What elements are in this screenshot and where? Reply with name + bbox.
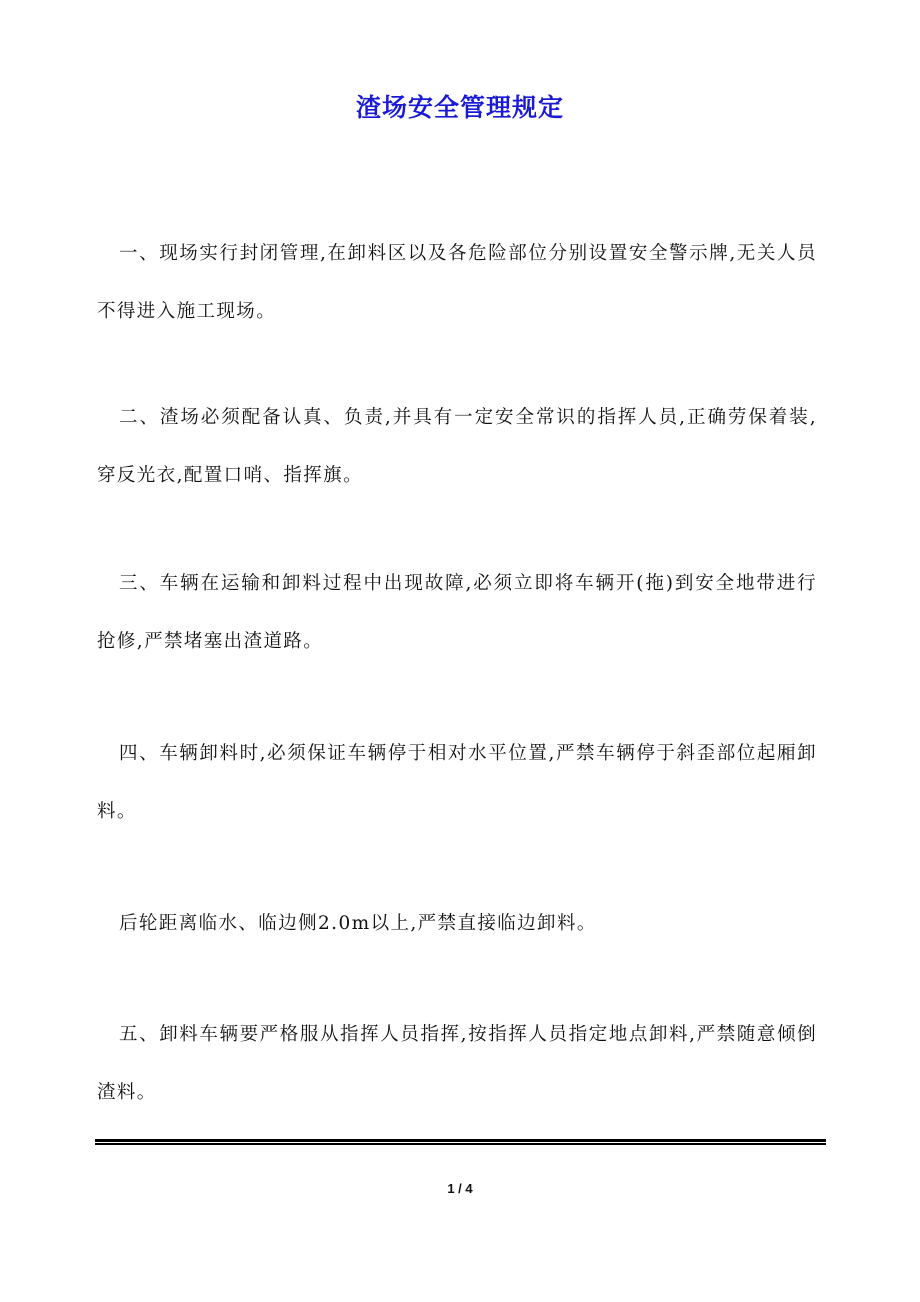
page-number: 1 / 4: [447, 1181, 473, 1196]
footer-divider: [95, 1139, 826, 1145]
paragraph-6: 五、卸料车辆要严格服从指挥人员指挥,按指挥人员指定地点卸料,严禁随意倾倒渣料。: [97, 1024, 817, 1103]
paragraph-1: 一、现场实行封闭管理,在卸料区以及各危险部位分别设置安全警示牌,无关人员不得进入施工现场。: [97, 243, 817, 322]
paragraph-5: 后轮距离临水、临边侧2.0m以上,严禁直接临边卸料。: [119, 913, 597, 934]
page-title: 渣场安全管理规定: [355, 93, 564, 122]
paragraph-3: 三、车辆在运输和卸料过程中出现故障,必须立即将车辆开(拖)到安全地带进行抢修,严禁堵塞出渣道路。: [97, 573, 817, 652]
paragraph-2: 二、渣场必须配备认真、负责,并具有一定安全常识的指挥人员,正确劳保着装,穿反光衣,配置口哨、指挥旗。: [97, 407, 817, 486]
paragraph-4: 四、车辆卸料时,必须保证车辆停于相对水平位置,严禁车辆停于斜歪部位起厢卸料。: [97, 743, 817, 822]
